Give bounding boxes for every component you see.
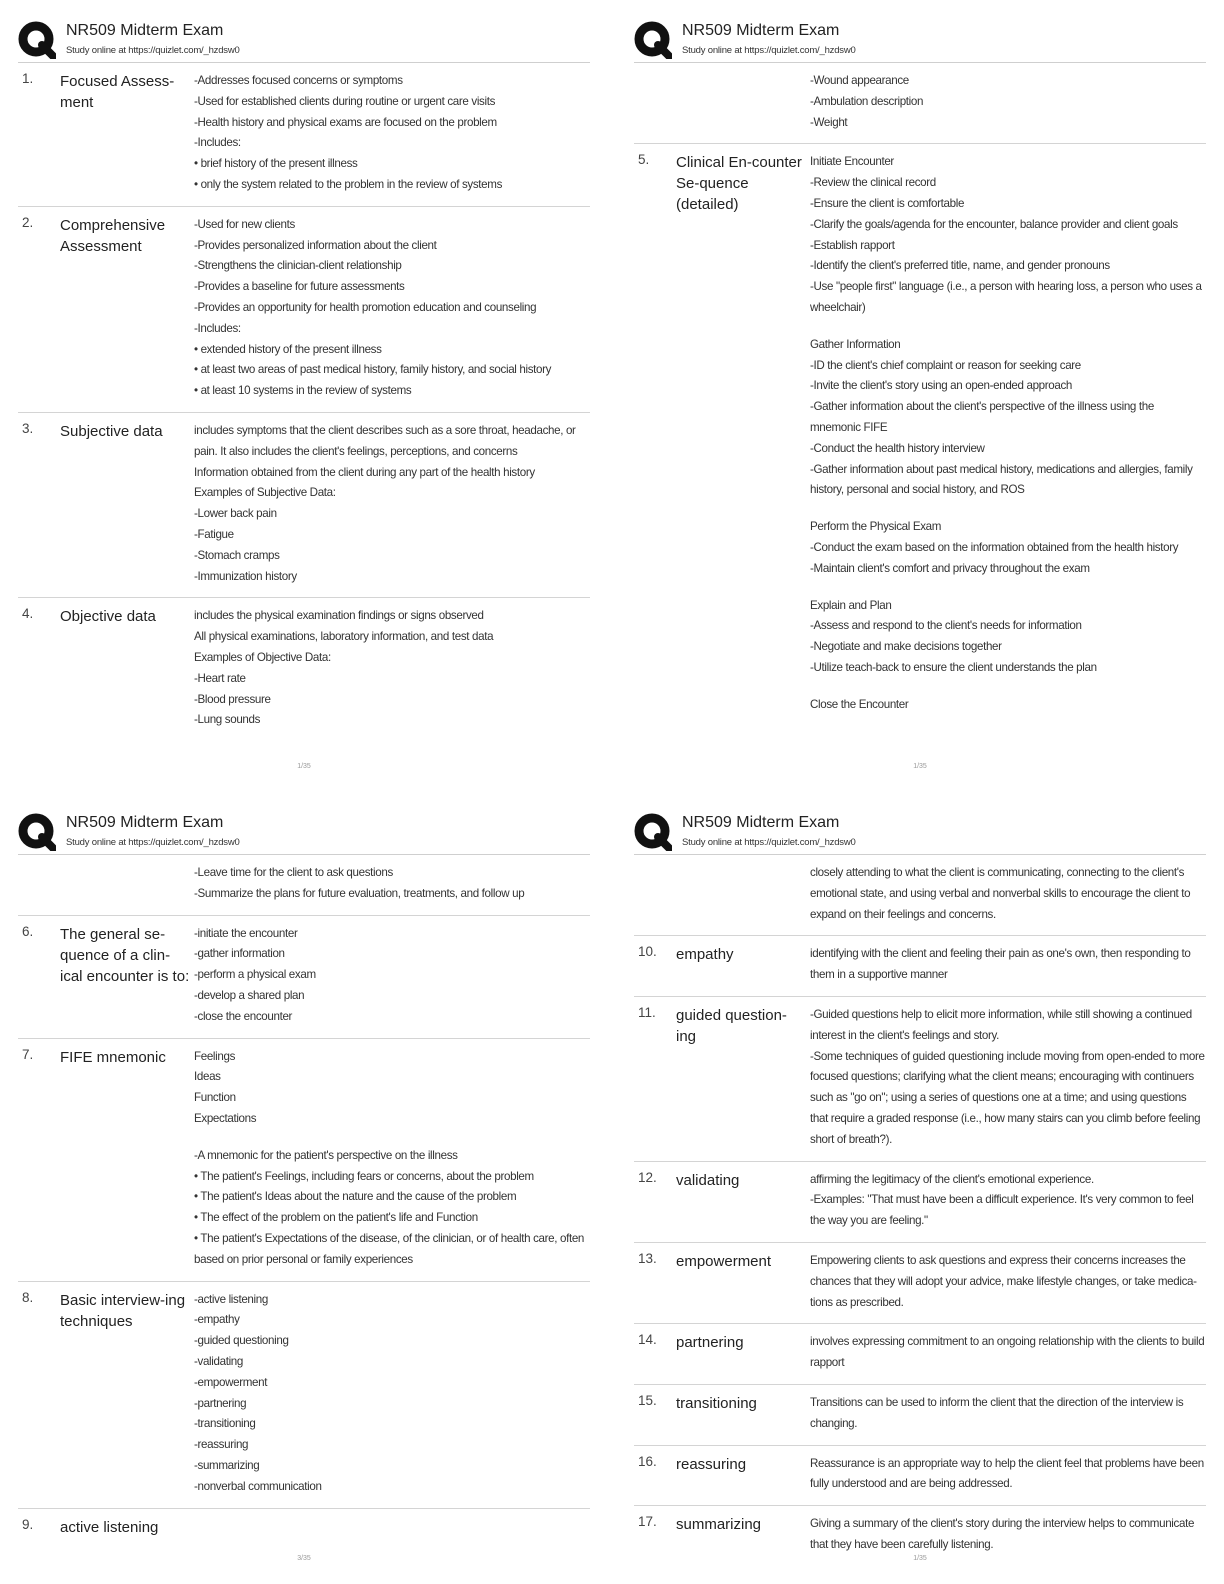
page-header bbox=[634, 810, 1206, 855]
card-term: Subjective data bbox=[60, 422, 163, 440]
header-subtitle-link[interactable]: Study online at https://quizlet.com/_hzdsw0 bbox=[682, 45, 856, 56]
card-definition bbox=[194, 71, 590, 196]
definition-line: Ideas bbox=[194, 1070, 221, 1084]
card-number: 7. bbox=[22, 1046, 34, 1062]
definition-line: includes the physical examination findings or signs observed bbox=[194, 609, 484, 623]
flashcard-row bbox=[634, 1385, 1206, 1446]
header-title: NR509 Midterm Exam bbox=[682, 22, 840, 39]
definition-line: -Wound appearance bbox=[810, 74, 909, 87]
definition-line: -Review the clinical record bbox=[810, 176, 936, 190]
definition-line: -transitioning bbox=[194, 1417, 256, 1431]
card-definition bbox=[810, 1251, 1206, 1313]
card-term: empowerment bbox=[676, 1252, 772, 1270]
page-number: 1/35 bbox=[913, 1555, 927, 1562]
flashcard-row bbox=[18, 63, 590, 207]
definition-line: -Strengthens the clinician-client relationship bbox=[194, 259, 402, 273]
flashcard-row bbox=[634, 1324, 1206, 1385]
definition-line: • The patient's Expectations of the disease, of the clinician, or of health care, often based on prior personal or family experiences bbox=[194, 1231, 585, 1266]
definition-line: -Examples: "That must have been a difficult experience. It's very common to feel the way you are feeling." bbox=[810, 1193, 1194, 1228]
definition-line: -Includes: bbox=[194, 136, 241, 150]
definition-line: -Conduct the health history interview bbox=[810, 441, 985, 455]
definition-line: • at least two areas of past medical history, family history, and social history bbox=[194, 363, 552, 377]
card-term: reassuring bbox=[676, 1455, 747, 1473]
flashcard-row bbox=[18, 1509, 590, 1548]
definition-line: -Maintain client's comfort and privacy throughout the exam bbox=[810, 561, 1090, 575]
card-definition bbox=[194, 421, 590, 587]
card-number: 8. bbox=[22, 1289, 34, 1305]
card-term: validating bbox=[676, 1171, 740, 1189]
definition-line: -Clarify the goals/agenda for the encounter, balance provider and client goals bbox=[810, 217, 1178, 231]
definition-line: -A mnemonic for the patient's perspective on the illness bbox=[194, 1148, 458, 1162]
card-definition bbox=[810, 944, 1206, 986]
card-definition bbox=[810, 863, 1206, 925]
definition-spacer bbox=[194, 1130, 590, 1146]
definition-line: -partnering bbox=[194, 1396, 247, 1410]
card-number: 12. bbox=[638, 1169, 657, 1185]
flashcard-row bbox=[634, 1446, 1206, 1507]
quizlet-logo-icon bbox=[634, 21, 672, 59]
definition-line: -Identify the client's preferred title, name, and gender pronouns bbox=[810, 259, 1110, 273]
page-number: 1/35 bbox=[913, 763, 927, 770]
definition-line: -Addresses focused concerns or symptoms bbox=[194, 74, 403, 87]
definition-line: -Provides an opportunity for health promotion education and counseling bbox=[194, 300, 537, 314]
definition-line: -Provides a baseline for future assessments bbox=[194, 280, 405, 294]
definition-line: -Some techniques of guided questioning include moving from open-ended to more focused questions; clarifying what the client means; encouraging with continuers such as "go on"; using a series of questions one at a time; and using questions that require a graded response (i.e., how many stairs can you climb before feeling short of breath?). bbox=[810, 1049, 1205, 1146]
definition-line: -Used for established clients during routine or urgent care visits bbox=[194, 94, 496, 108]
card-definition bbox=[810, 1332, 1206, 1374]
definition-line: Examples of Subjective Data: bbox=[194, 486, 336, 500]
definition-line: -Gather information about past medical history, medications and allergies, family history, personal and social history, and ROS bbox=[810, 462, 1193, 497]
header-subtitle-link[interactable]: Study online at https://quizlet.com/_hzdsw0 bbox=[66, 45, 240, 56]
definition-spacer bbox=[810, 501, 1206, 517]
flashcard-row bbox=[18, 1039, 590, 1282]
card-number: 3. bbox=[22, 420, 34, 436]
card-definition bbox=[810, 1454, 1206, 1496]
quizlet-logo-icon bbox=[18, 21, 56, 59]
definition-line: Information obtained from the client during any part of the health history bbox=[194, 465, 535, 479]
card-number: 6. bbox=[22, 923, 34, 939]
definition-line: closely attending to what the client is communicating, connecting to the client's emotional state, and using verbal and nonverbal skills to encourage the client to expand on their feelings and concerns. bbox=[810, 866, 1191, 921]
card-definition bbox=[810, 1005, 1206, 1151]
definition-line: -close the encounter bbox=[194, 1009, 293, 1023]
definition-line: -nonverbal communication bbox=[194, 1479, 322, 1493]
definition-line: -Guided questions help to elicit more information, while still showing a continued interest in the client's feelings and story. bbox=[810, 1007, 1192, 1042]
card-number: 17. bbox=[638, 1514, 657, 1530]
card-number: 9. bbox=[22, 1516, 34, 1532]
definition-line: Feelings bbox=[194, 1049, 236, 1063]
flashcard-row bbox=[18, 1282, 590, 1509]
definition-line: -guided questioning bbox=[194, 1334, 289, 1348]
definition-line: -Fatigue bbox=[194, 527, 234, 541]
definition-line: • at least 10 systems in the review of systems bbox=[194, 384, 412, 398]
header-subtitle-link[interactable]: Study online at https://quizlet.com/_hzdsw0 bbox=[66, 837, 240, 848]
definition-line: Expectations bbox=[194, 1111, 257, 1125]
definition-line: -Provides personalized information about the client bbox=[194, 238, 437, 252]
definition-line: -Includes: bbox=[194, 321, 241, 335]
definition-line: -Summarize the plans for future evaluation, treatments, and follow up bbox=[194, 886, 525, 900]
definition-line: -Used for new clients bbox=[194, 217, 295, 231]
card-definition bbox=[194, 924, 590, 1028]
definition-line: -Weight bbox=[810, 115, 848, 129]
card-number: 11. bbox=[638, 1004, 656, 1020]
flashcard-row bbox=[18, 855, 590, 916]
flashcard-row bbox=[634, 1162, 1206, 1243]
definition-line: -perform a physical exam bbox=[194, 968, 316, 982]
page-number: 3/35 bbox=[297, 1555, 311, 1562]
card-term: partnering bbox=[676, 1334, 744, 1352]
definition-line: Examples of Objective Data: bbox=[194, 650, 331, 664]
card-term: FIFE mnemonic bbox=[60, 1048, 166, 1066]
definition-line: -Invite the client's story using an open-ended approach bbox=[810, 379, 1073, 393]
card-number: 13. bbox=[638, 1250, 657, 1266]
definition-line: -Lower back pain bbox=[194, 507, 277, 521]
definition-line: -Gather information about the client's perspective of the illness using the mnemonic FIFE bbox=[810, 400, 1154, 434]
card-definition bbox=[810, 71, 1206, 133]
definition-line: -Establish rapport bbox=[810, 238, 895, 252]
card-term: The general se-quence of a clin-ical encounter is to: bbox=[60, 925, 190, 985]
card-definition bbox=[810, 1170, 1206, 1232]
definition-line: includes symptoms that the client describes such as a sore throat, headache, or pain. It also includes the client's feelings, perceptions, and concerns bbox=[194, 423, 576, 458]
flashcard-row bbox=[18, 207, 590, 413]
definition-line: -Conduct the exam based on the information obtained from the health history bbox=[810, 540, 1179, 554]
page-number: 1/35 bbox=[297, 763, 311, 770]
page-header bbox=[634, 18, 1206, 63]
card-definition bbox=[810, 1514, 1206, 1556]
card-term: transitioning bbox=[676, 1394, 757, 1412]
definition-line: Explain and Plan bbox=[810, 598, 892, 612]
flashcard-row bbox=[634, 1243, 1206, 1324]
quizlet-logo-icon bbox=[18, 813, 56, 851]
definition-line: involves expressing commitment to an ongoing relationship with the clients to build rapport bbox=[810, 1335, 1205, 1370]
flashcard-row bbox=[634, 855, 1206, 936]
quizlet-logo-icon bbox=[634, 813, 672, 851]
header-title: NR509 Midterm Exam bbox=[66, 814, 224, 831]
card-term: summarizing bbox=[676, 1516, 762, 1534]
definition-line: -develop a shared plan bbox=[194, 988, 305, 1002]
definition-spacer bbox=[810, 679, 1206, 695]
definition-spacer bbox=[810, 580, 1206, 596]
definition-line: All physical examinations, laboratory information, and test data bbox=[194, 630, 494, 644]
definition-line: -gather information bbox=[194, 947, 285, 961]
definition-line: Perform the Physical Exam bbox=[810, 520, 942, 534]
definition-spacer bbox=[810, 319, 1206, 335]
definition-line: -summarizing bbox=[194, 1458, 260, 1472]
flashcard-row bbox=[634, 63, 1206, 144]
card-number: 10. bbox=[638, 944, 657, 960]
definition-line: identifying with the client and feeling their pain as one's own, then responding to them in a supportive manner bbox=[810, 947, 1191, 982]
page-header bbox=[18, 810, 590, 855]
definition-line: Reassurance is an appropriate way to help the client feel that problems have been fully understood and are being addressed. bbox=[810, 1456, 1204, 1491]
page-header bbox=[18, 18, 590, 63]
definition-line: -Stomach cramps bbox=[194, 548, 280, 562]
flashcard-row bbox=[18, 916, 590, 1039]
definition-line: Initiate Encounter bbox=[810, 155, 894, 169]
flashcard-row bbox=[18, 413, 590, 598]
card-term: empathy bbox=[676, 946, 734, 964]
definition-line: • The patient's Ideas about the nature and the cause of the problem bbox=[194, 1190, 517, 1204]
card-number: 5. bbox=[638, 152, 650, 168]
header-subtitle-link[interactable]: Study online at https://quizlet.com/_hzdsw0 bbox=[682, 837, 856, 848]
page-4 bbox=[634, 810, 1206, 1570]
card-number: 2. bbox=[22, 214, 34, 230]
definition-line: -initiate the encounter bbox=[194, 926, 298, 940]
definition-line: -Utilize teach-back to ensure the client understands the plan bbox=[810, 660, 1097, 674]
card-definition bbox=[194, 606, 590, 731]
definition-line: affirming the legitimacy of the client's emotional experience. bbox=[810, 1172, 1094, 1186]
definition-line: -empathy bbox=[194, 1313, 240, 1327]
page-2 bbox=[634, 18, 1206, 778]
definition-line: -Health history and physical exams are focused on the problem bbox=[194, 115, 497, 129]
card-definition bbox=[810, 152, 1206, 715]
flashcard-row bbox=[18, 598, 590, 741]
card-definition bbox=[194, 1047, 590, 1271]
definition-line: Close the Encounter bbox=[810, 697, 909, 711]
definition-line: -empowerment bbox=[194, 1375, 268, 1389]
definition-line: -Leave time for the client to ask questions bbox=[194, 866, 393, 879]
definition-line: Function bbox=[194, 1091, 236, 1105]
definition-line: -ID the client's chief complaint or reason for seeking care bbox=[810, 358, 1081, 372]
header-title: NR509 Midterm Exam bbox=[682, 814, 840, 831]
definition-line: Empowering clients to ask questions and express their concerns increases the chances that they will adopt your advice, make lifestyle changes, or take medica-tions as prescribed. bbox=[810, 1253, 1197, 1309]
card-term: Basic interview-ing techniques bbox=[60, 1291, 186, 1330]
card-term: active listening bbox=[60, 1518, 159, 1536]
definition-line: -Ambulation description bbox=[810, 94, 924, 108]
definition-line: -validating bbox=[194, 1354, 243, 1368]
definition-line: • brief history of the present illness bbox=[194, 157, 358, 171]
card-term: guided question-ing bbox=[676, 1006, 787, 1045]
definition-line: -reassuring bbox=[194, 1438, 249, 1452]
card-term: Comprehensive Assessment bbox=[60, 216, 166, 255]
definition-line: • The effect of the problem on the patient's life and Function bbox=[194, 1211, 478, 1225]
definition-line: -Assess and respond to the client's needs for information bbox=[810, 619, 1082, 633]
card-number: 1. bbox=[22, 71, 34, 86]
card-definition bbox=[810, 1393, 1206, 1435]
definition-line: -Heart rate bbox=[194, 671, 246, 685]
card-definition bbox=[194, 215, 590, 402]
page-3 bbox=[18, 810, 590, 1570]
flashcard-row bbox=[634, 144, 1206, 725]
definition-line: -Ensure the client is comfortable bbox=[810, 196, 965, 210]
definition-line: -active listening bbox=[194, 1292, 268, 1306]
card-term: Focused Assess-ment bbox=[60, 73, 175, 111]
card-term: Objective data bbox=[60, 608, 156, 626]
card-number: 4. bbox=[22, 606, 34, 622]
definition-line: -Negotiate and make decisions together bbox=[810, 640, 1002, 654]
header-title: NR509 Midterm Exam bbox=[66, 22, 224, 39]
card-definition bbox=[194, 1290, 590, 1498]
definition-line: • only the system related to the problem in the review of systems bbox=[194, 177, 503, 191]
definition-line: • extended history of the present illness bbox=[194, 342, 382, 356]
card-number: 15. bbox=[638, 1392, 657, 1408]
page-1 bbox=[18, 18, 590, 778]
definition-line: Transitions can be used to inform the client that the direction of the interview is changing. bbox=[810, 1395, 1184, 1430]
flashcard-row bbox=[634, 936, 1206, 997]
card-definition bbox=[194, 863, 590, 905]
card-number: 16. bbox=[638, 1453, 657, 1469]
card-number: 14. bbox=[638, 1332, 657, 1348]
definition-line: -Immunization history bbox=[194, 569, 297, 583]
definition-line: Giving a summary of the client's story during the interview helps to communicate that they have been carefully listening. bbox=[810, 1517, 1195, 1551]
card-definition bbox=[194, 1517, 590, 1538]
definition-line: -Lung sounds bbox=[194, 713, 261, 727]
card-term: Clinical En-counter Se-quence (detailed) bbox=[676, 154, 802, 214]
definition-line: Gather Information bbox=[810, 337, 901, 351]
definition-line: -Use "people first" language (i.e., a person with hearing loss, a person who uses a wheelchair) bbox=[810, 280, 1202, 314]
flashcard-row bbox=[634, 997, 1206, 1162]
definition-line: • The patient's Feelings, including fears or concerns, about the problem bbox=[194, 1169, 534, 1183]
definition-line: -Blood pressure bbox=[194, 692, 271, 706]
